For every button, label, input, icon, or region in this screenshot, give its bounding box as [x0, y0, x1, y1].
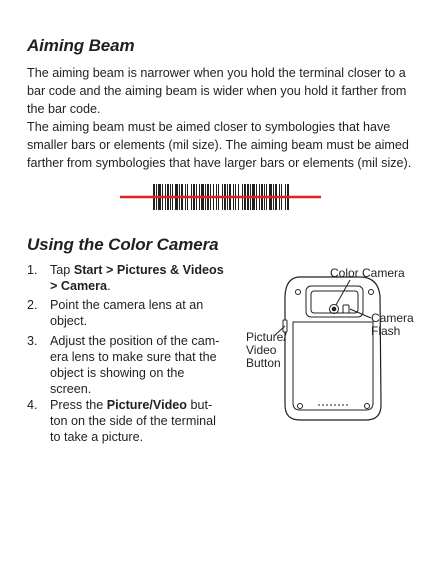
label-line: Button	[246, 356, 281, 370]
label-line: Picture/	[246, 330, 287, 344]
label-line: Video	[246, 343, 277, 357]
camera-flash-icon	[343, 305, 349, 313]
screw-icon	[298, 404, 303, 409]
terminal-body	[285, 277, 381, 420]
step-text-part: .	[107, 279, 111, 293]
paragraph-line: bar code and the aiming beam is wider when you hold it farther from	[27, 84, 407, 98]
step-text-part: object.	[50, 314, 88, 328]
step-text-part: Point the camera lens at an	[50, 298, 204, 312]
battery-panel	[293, 322, 373, 410]
screw-icon	[369, 290, 374, 295]
step-text-part: Press the	[50, 398, 107, 412]
step-text-part: to take a picture.	[50, 430, 144, 444]
screw-icon	[296, 290, 301, 295]
color-camera-heading: Using the Color Camera	[27, 235, 219, 254]
label-line: Flash	[371, 324, 401, 338]
paragraph-line: farther from symbologies that have larger bars or elements (mil size).	[27, 156, 412, 170]
step-number: 3.	[27, 334, 38, 348]
step-text-part: ton on the side of the terminal	[50, 414, 216, 428]
step-number: 2.	[27, 298, 38, 312]
paragraph-line: smaller bars or elements (mil size). The aiming beam must be aimed	[27, 138, 409, 152]
step-number: 1.	[27, 263, 38, 277]
menu-path: > Camera	[50, 279, 108, 293]
label-line: Camera	[371, 311, 414, 325]
step-text-part: Adjust the position of the cam-	[50, 334, 220, 348]
menu-path: Start > Pictures & Videos	[73, 263, 224, 277]
aiming-beam-heading: Aiming Beam	[27, 36, 135, 55]
step-text-part: but-	[186, 398, 213, 412]
step-text-part: object is showing on the	[50, 366, 185, 380]
camera-lens-center	[332, 307, 336, 311]
label-picture-video-button	[246, 331, 287, 370]
step-text-part: Tap	[50, 263, 74, 277]
button-name: Picture/Video	[106, 398, 187, 412]
paragraph-line: The aiming beam must be aimed closer to symbologies that have	[27, 120, 391, 134]
step-text-part: era lens to make sure that the	[50, 350, 217, 364]
label-color-camera: Color Camera	[330, 266, 405, 280]
step-text-part: screen.	[50, 382, 92, 396]
screw-icon	[365, 404, 370, 409]
callout-color-camera	[336, 280, 350, 305]
label-camera-flash	[371, 312, 414, 338]
paragraph-line: the bar code.	[27, 102, 101, 116]
step-number: 4.	[27, 398, 38, 412]
paragraph-line: The aiming beam is narrower when you hold the terminal closer to a	[27, 66, 406, 80]
